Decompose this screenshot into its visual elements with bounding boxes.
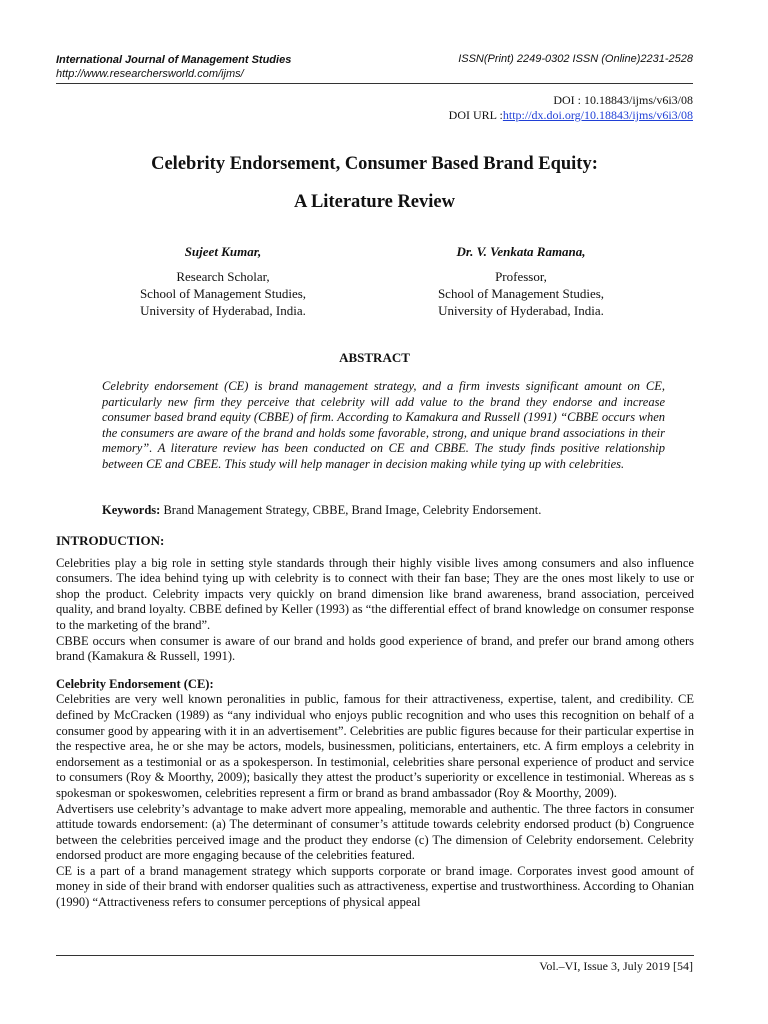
author-2 <box>371 243 671 319</box>
title-line-2: A Literature Review <box>294 192 455 212</box>
doi-block <box>449 93 693 123</box>
intro-paragraph-2: CBBE occurs when consumer is aware of our brand and holds good experience of brand, and prefer our brand among others brand (Kamakura & Russell, 1991). <box>56 633 694 664</box>
body-text <box>56 533 694 911</box>
page-footer: Vol.–VI, Issue 3, July 2019 [54] <box>539 959 693 973</box>
paper-title <box>56 145 693 221</box>
title-line-1: Celebrity Endorsement, Consumer Based Brand Equity: <box>151 154 598 174</box>
doi-line: DOI : 10.18843/ijms/v6i3/08 <box>553 93 693 107</box>
author-school: School of Management Studies, <box>437 286 605 301</box>
ce-paragraph-1: Celebrities are very well known peronalities in public, famous for their attractiveness, expertise, talent, and credibility. CE defined by McCracken (1989) as “any individual who enjoys public recognition and who uses this recognition on behalf of a consumer good by appearing with it in an advertisement”. Celebrities are public figures because for their particular expertise in the respective area, he or she may be actors, models, businessmen, politicians, entertainers, etc. A firm employs a celebrity in endorsement as a testimonial or as a spokesperson. In testimonial, celebrities share personal experience of product and service to consumers (Roy & Moorthy, 2009); basically they attest the product’s superiority or excellence in testimonial. Whereas as s spokesman or spokeswomen, celebrities represent a firm or brand as brand ambassador (Roy & Moorthy, 2009). <box>56 692 694 800</box>
keywords-text: Brand Management Strategy, CBBE, Brand Image, Celebrity Endorsement. <box>163 503 542 517</box>
issn: ISSN(Print) 2249-0302 ISSN (Online)2231-2528 <box>458 53 693 65</box>
ce-heading: Celebrity Endorsement (CE): <box>56 676 214 691</box>
author-1 <box>73 243 373 319</box>
header-rule <box>56 83 693 84</box>
doi-link[interactable]: http://dx.doi.org/10.18843/ijms/v6i3/08 <box>502 108 693 122</box>
keywords <box>102 503 665 518</box>
introduction-heading: INTRODUCTION: <box>56 533 165 548</box>
keywords-label: Keywords: <box>102 503 161 517</box>
journal-url[interactable]: http://www.researchersworld.com/ijms/ <box>56 68 244 80</box>
author-name: Dr. V. Venkata Ramana, <box>456 244 586 259</box>
author-school: School of Management Studies, <box>139 286 307 301</box>
intro-paragraph-1: Celebrities play a big role in setting style standards through their highly visible lives among consumers and also influence consumers. The idea behind tying up with celebrity is to connect with their fan base; They are the ones most likely to use or shop the product. Celebrity impacts very quickly on brand dimension like brand awareness, brand association, perceived quality, and brand loyalty. CBBE defined by Keller (1993) as “the differential effect of brand knowledge on consumer response to the marketing of the brand”. <box>56 555 694 632</box>
abstract-heading: ABSTRACT <box>339 350 410 365</box>
author-university: University of Hyderabad, India. <box>438 303 604 318</box>
abstract-text: Celebrity endorsement (CE) is brand management strategy, and a firm invests significant amount on CE, particularly new firm they perceive that celebrity will add value to the brand they endorse and increase consumer based brand equity (CBBE) of firm. According to Kamakura and Russell (1991) “CBBE occurs when the consumers are aware of the brand and holds some favorable, strong, and unique brand associations in their memory”. A literature review has been conducted on CE and CBBE. The study finds positive relationship between CE and CBEE. This study will help manager in decision making while tying up with celebrities. <box>102 379 665 471</box>
journal-name: International Journal of Management Studies <box>56 54 292 66</box>
journal-header <box>56 53 291 81</box>
doi-url-label: DOI URL : <box>448 108 503 122</box>
ce-paragraph-3: CE is a part of a brand management strategy which supports corporate or brand image. Corporates invest good amount of money in side of their brand with endorser qualities such as attractiveness, expertise and trustworthiness. According to Ohanian (1990) “Attractiveness refers to consumer perceptions of physical appeal <box>56 863 694 910</box>
author-role: Research Scholar, <box>176 269 270 284</box>
footer-rule <box>56 955 694 956</box>
ce-paragraph-2: Advertisers use celebrity’s advantage to make advert more appealing, memorable and authentic. The three factors in consumer attitude towards endorsement: (a) The determinant of consumer’s attitude towards celebrity endorsed product (b) Congruence between the celebrities perceived image and the product they endorse (c) The dimension of Celebrity endorsement. Celebrity endorsed product are more engaging because of the celebrities featured. <box>56 801 694 863</box>
author-university: University of Hyderabad, India. <box>140 303 306 318</box>
author-name: Sujeet Kumar, <box>184 244 262 259</box>
doi-url-line <box>449 108 693 123</box>
author-role: Professor, <box>495 269 547 284</box>
